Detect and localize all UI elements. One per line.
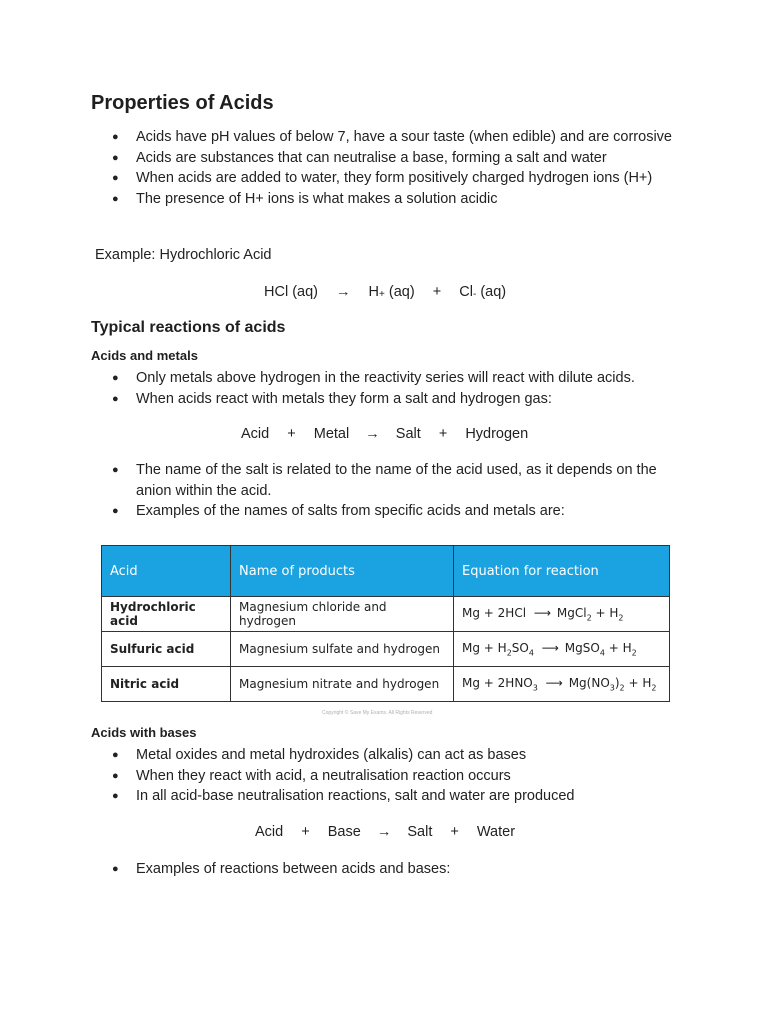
cell-products: Magnesium chloride and hydrogen [231,597,454,632]
section-heading-typical-reactions: Typical reactions of acids [91,319,286,336]
metal-word-equation [241,426,528,442]
eq-plus: + [301,824,310,840]
list-item: ● When they react with acid, a neutralisation reaction occurs [110,766,690,787]
reaction-arrow: ⟶ [533,605,550,620]
eq-term: Acid [255,824,284,840]
eq-subscript: 2 [506,648,512,658]
eq-right: MgCl [556,605,587,620]
eq-right: + H [591,605,619,620]
eq-term: Base [327,824,361,840]
eq-left: Mg + 2HNO [462,675,533,690]
eq-subscript: 4 [528,648,534,658]
reaction-arrow: ⟶ [541,640,557,655]
metals-bullet-list [110,368,690,409]
cell-equation [454,667,670,702]
eq-right: Mg(NO [568,675,610,690]
table-header-equation: Equation for reaction [454,546,670,597]
hcl-product2-charge: - [472,289,477,300]
cell-products: Magnesium nitrate and hydrogen [231,667,454,702]
subheading-acids-with-bases: Acids with bases [91,725,197,740]
table-row [102,597,670,632]
hcl-reactant: HCl (aq) [264,284,318,300]
eq-subscript: 2 [631,648,637,658]
example-label: Example: Hydrochloric Acid [95,247,272,263]
eq-subscript: 2 [651,683,657,693]
eq-right: + H [624,675,652,690]
reaction-arrow: ⟶ [545,675,561,690]
eq-right: MgSO [564,640,600,655]
eq-term: Salt [407,824,433,840]
list-item: ● When acids react with metals they form a salt and hydrogen gas: [110,389,690,410]
salts-table [101,545,670,702]
table-row [102,667,670,702]
hcl-arrow: → [336,284,351,300]
hcl-plus: + [432,284,442,300]
hcl-product1-state: (aq) [388,284,415,300]
list-item: ● The name of the salt is related to the name of the acid used, as it depends on the anion within the acid. [110,460,690,501]
eq-subscript: 2 [586,613,592,623]
eq-term: Salt [395,426,421,442]
eq-plus: + [287,426,296,442]
eq-term: Acid [241,426,270,442]
final-bullet-list [110,859,690,880]
cell-equation [454,632,670,667]
cell-acid: Sulfuric acid [102,632,231,667]
salt-bullet-list [110,460,690,522]
eq-right: ) [614,675,620,690]
list-item: ● Acids are substances that can neutralise a base, forming a salt and water [110,148,690,169]
eq-subscript: 2 [619,683,625,693]
eq-subscript: 3 [609,683,615,693]
table-header-row [102,546,670,597]
list-item: ● Examples of the names of salts from specific acids and metals are: [110,501,690,522]
bases-bullet-list [110,745,690,807]
cell-equation [454,597,670,632]
list-item: ● Only metals above hydrogen in the reactivity series will react with dilute acids. [110,368,690,389]
eq-subscript: 4 [599,648,605,658]
page-title: Properties of Acids [91,92,274,114]
list-item: ● Examples of reactions between acids and bases: [110,859,690,880]
table-header-products: Name of products [231,546,454,597]
cell-acid: Hydrochloric acid [102,597,231,632]
table-header-acid: Acid [102,546,231,597]
eq-subscript: 3 [532,683,538,693]
hcl-product1-base: H [368,284,380,300]
hcl-equation [264,284,506,300]
eq-plus: + [450,824,459,840]
eq-term: Water [476,824,516,840]
copyright-notice: Copyright © Save My Exams. All Rights Reserved [322,710,433,716]
list-item: ● The presence of H+ ions is what makes a solution acidic [110,189,690,210]
cell-acid: Nitric acid [102,667,231,702]
hcl-product2-base: Cl [459,284,473,300]
eq-left: Mg + 2HCl [462,605,527,620]
cell-products: Magnesium sulfate and hydrogen [231,632,454,667]
eq-left: SO [511,640,529,655]
base-word-equation [255,824,515,840]
eq-term: Metal [313,426,350,442]
hcl-product2-state: (aq) [480,284,507,300]
list-item: ● Metal oxides and metal hydroxides (alkalis) can act as bases [110,745,690,766]
eq-term: Hydrogen [465,426,529,442]
list-item: ● Acids have pH values of below 7, have a sour taste (when edible) and are corrosive [110,127,690,148]
intro-bullet-list [110,127,690,209]
eq-arrow: → [365,426,380,442]
hcl-product1-charge: + [379,289,385,300]
list-item: ● When acids are added to water, they form positively charged hydrogen ions (H+) [110,168,690,189]
eq-arrow: → [376,824,392,840]
table-row [102,632,670,667]
eq-subscript: 2 [618,613,624,623]
eq-right: + H [604,640,632,655]
list-item: ● In all acid-base neutralisation reactions, salt and water are produced [110,786,690,807]
eq-left: Mg + H [462,640,507,655]
subheading-acids-and-metals: Acids and metals [91,348,198,363]
eq-plus: + [438,426,448,442]
